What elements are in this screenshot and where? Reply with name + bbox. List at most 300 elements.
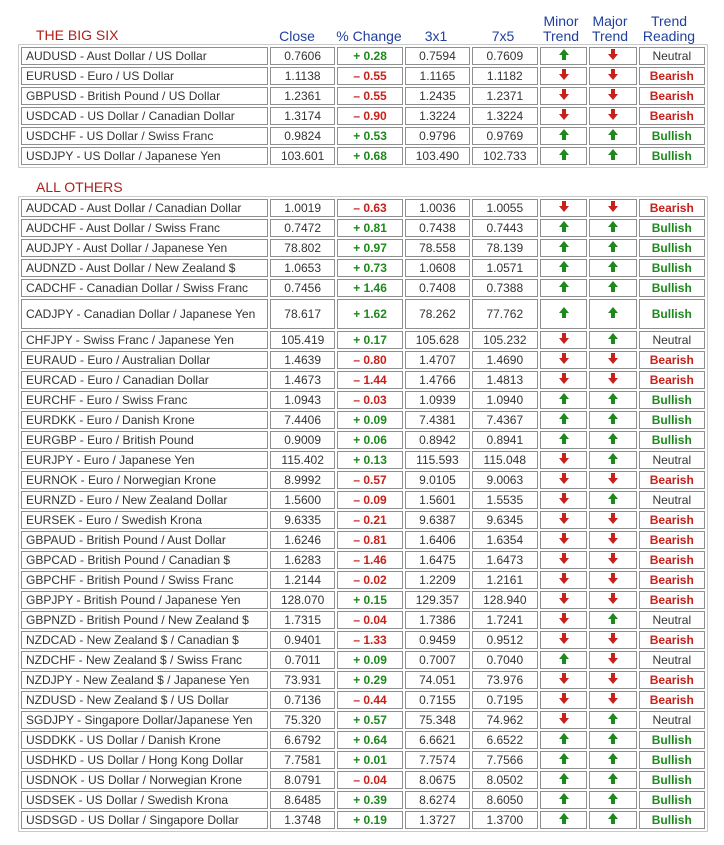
table-row bbox=[21, 107, 705, 125]
avg-3x1: 1.0608 bbox=[405, 259, 469, 277]
table-row bbox=[21, 67, 705, 85]
percent-change: – 0.21 bbox=[337, 511, 403, 529]
avg-3x1: 105.628 bbox=[405, 331, 469, 349]
minor-trend-cell bbox=[540, 431, 587, 449]
percent-change: + 0.53 bbox=[337, 127, 403, 145]
arrow-down-icon bbox=[559, 69, 569, 83]
arrow-down-icon bbox=[608, 69, 618, 83]
avg-7x5: 8.6050 bbox=[472, 791, 538, 809]
arrow-up-icon bbox=[559, 413, 569, 427]
arrow-down-icon bbox=[559, 633, 569, 647]
avg-7x5: 0.9769 bbox=[472, 127, 538, 145]
trend-reading: Bullish bbox=[639, 219, 705, 237]
trend-reading: Bearish bbox=[639, 571, 705, 589]
avg-7x5: 1.2371 bbox=[472, 87, 538, 105]
major-trend-cell bbox=[589, 351, 636, 369]
arrow-up-icon bbox=[608, 453, 618, 467]
trend-reading: Bearish bbox=[639, 551, 705, 569]
arrow-up-icon bbox=[559, 281, 569, 295]
pair-name: USDHKD - US Dollar / Hong Kong Dollar bbox=[21, 751, 268, 769]
big-six-table bbox=[18, 44, 708, 168]
major-trend-cell bbox=[589, 531, 636, 549]
percent-change: + 0.57 bbox=[337, 711, 403, 729]
avg-3x1: 1.2435 bbox=[405, 87, 469, 105]
major-trend-cell bbox=[589, 591, 636, 609]
percent-change: + 0.17 bbox=[337, 331, 403, 349]
percent-change: – 1.46 bbox=[337, 551, 403, 569]
arrow-down-icon bbox=[608, 89, 618, 103]
arrow-down-icon bbox=[559, 493, 569, 507]
arrow-up-icon bbox=[608, 129, 618, 143]
percent-change: + 1.46 bbox=[337, 279, 403, 297]
close-value: 0.9009 bbox=[270, 431, 334, 449]
major-trend-cell bbox=[589, 731, 636, 749]
table-row bbox=[21, 571, 705, 589]
major-trend-cell bbox=[589, 127, 636, 145]
avg-3x1: 0.7007 bbox=[405, 651, 469, 669]
avg-7x5: 0.7195 bbox=[472, 691, 538, 709]
trend-reading: Bullish bbox=[639, 771, 705, 789]
avg-3x1: 75.348 bbox=[405, 711, 469, 729]
table-row bbox=[21, 471, 705, 489]
table-row bbox=[21, 351, 705, 369]
close-value: 8.9992 bbox=[270, 471, 334, 489]
table-row bbox=[21, 87, 705, 105]
minor-trend-cell bbox=[540, 239, 587, 257]
pair-name: AUDNZD - Aust Dollar / New Zealand $ bbox=[21, 259, 268, 277]
arrow-up-icon bbox=[559, 49, 569, 63]
trend-reading: Bullish bbox=[639, 391, 705, 409]
avg-3x1: 1.4707 bbox=[405, 351, 469, 369]
percent-change: + 0.73 bbox=[337, 259, 403, 277]
avg-3x1: 6.6621 bbox=[405, 731, 469, 749]
avg-7x5: 78.139 bbox=[472, 239, 538, 257]
percent-change: – 0.44 bbox=[337, 691, 403, 709]
avg-7x5: 0.8941 bbox=[472, 431, 538, 449]
trend-reading: Bearish bbox=[639, 199, 705, 217]
pair-name: GBPAUD - British Pound / Aust Dollar bbox=[21, 531, 268, 549]
avg-7x5: 1.3700 bbox=[472, 811, 538, 829]
avg-7x5: 7.7566 bbox=[472, 751, 538, 769]
arrow-up-icon bbox=[559, 753, 569, 767]
arrow-up-icon bbox=[559, 307, 569, 321]
close-value: 1.7315 bbox=[270, 611, 334, 629]
pair-name: USDCAD - US Dollar / Canadian Dollar bbox=[21, 107, 268, 125]
pair-name: CADJPY - Canadian Dollar / Japanese Yen bbox=[21, 299, 268, 329]
avg-7x5: 1.1182 bbox=[472, 67, 538, 85]
arrow-down-icon bbox=[559, 373, 569, 387]
major-trend-cell bbox=[589, 791, 636, 809]
minor-trend-cell bbox=[540, 87, 587, 105]
arrow-down-icon bbox=[608, 373, 618, 387]
arrow-down-icon bbox=[559, 513, 569, 527]
arrow-down-icon bbox=[608, 353, 618, 367]
trend-reading: Bearish bbox=[639, 631, 705, 649]
arrow-down-icon bbox=[559, 573, 569, 587]
major-trend-cell bbox=[589, 511, 636, 529]
forex-trend-page bbox=[18, 10, 708, 832]
major-trend-cell bbox=[589, 147, 636, 165]
percent-change: – 0.55 bbox=[337, 67, 403, 85]
avg-7x5: 7.4367 bbox=[472, 411, 538, 429]
pair-name: GBPUSD - British Pound / US Dollar bbox=[21, 87, 268, 105]
minor-trend-cell bbox=[540, 731, 587, 749]
percent-change: – 0.57 bbox=[337, 471, 403, 489]
trend-reading: Bullish bbox=[639, 239, 705, 257]
trend-reading: Bullish bbox=[639, 147, 705, 165]
avg-3x1: 1.7386 bbox=[405, 611, 469, 629]
trend-reading: Bullish bbox=[639, 299, 705, 329]
trend-reading: Bearish bbox=[639, 371, 705, 389]
arrow-down-icon bbox=[559, 453, 569, 467]
avg-7x5: 1.3224 bbox=[472, 107, 538, 125]
minor-trend-cell bbox=[540, 531, 587, 549]
close-value: 1.2144 bbox=[270, 571, 334, 589]
avg-3x1: 0.7155 bbox=[405, 691, 469, 709]
table-row bbox=[21, 651, 705, 669]
percent-change: – 1.33 bbox=[337, 631, 403, 649]
avg-7x5: 73.976 bbox=[472, 671, 538, 689]
pair-name: GBPNZD - British Pound / New Zealand $ bbox=[21, 611, 268, 629]
avg-3x1: 9.0105 bbox=[405, 471, 469, 489]
major-trend-cell bbox=[589, 331, 636, 349]
trend-reading: Bearish bbox=[639, 691, 705, 709]
minor-trend-cell bbox=[540, 811, 587, 829]
avg-3x1: 78.558 bbox=[405, 239, 469, 257]
avg-3x1: 0.9459 bbox=[405, 631, 469, 649]
close-value: 1.0019 bbox=[270, 199, 334, 217]
minor-trend-cell bbox=[540, 611, 587, 629]
pair-name: EURSEK - Euro / Swedish Krona bbox=[21, 511, 268, 529]
avg-3x1: 7.7574 bbox=[405, 751, 469, 769]
pair-name: EURDKK - Euro / Danish Krone bbox=[21, 411, 268, 429]
percent-change: – 0.63 bbox=[337, 199, 403, 217]
percent-change: – 0.80 bbox=[337, 351, 403, 369]
avg-7x5: 1.4690 bbox=[472, 351, 538, 369]
table-row bbox=[21, 279, 705, 297]
table-row bbox=[21, 511, 705, 529]
major-trend-cell bbox=[589, 259, 636, 277]
arrow-up-icon bbox=[559, 813, 569, 827]
percent-change: + 0.28 bbox=[337, 47, 403, 65]
arrow-up-icon bbox=[608, 613, 618, 627]
avg-3x1: 7.4381 bbox=[405, 411, 469, 429]
avg-7x5: 0.7443 bbox=[472, 219, 538, 237]
arrow-down-icon bbox=[559, 553, 569, 567]
table-row bbox=[21, 711, 705, 729]
arrow-up-icon bbox=[559, 773, 569, 787]
pair-name: USDSEK - US Dollar / Swedish Krona bbox=[21, 791, 268, 809]
col-header-change: % Change bbox=[336, 28, 402, 44]
avg-3x1: 115.593 bbox=[405, 451, 469, 469]
pair-name: AUDCHF - Aust Dollar / Swiss Franc bbox=[21, 219, 268, 237]
minor-trend-cell bbox=[540, 491, 587, 509]
percent-change: + 0.06 bbox=[337, 431, 403, 449]
section-title-all-others: ALL OTHERS bbox=[36, 179, 123, 195]
arrow-down-icon bbox=[608, 653, 618, 667]
pair-name: EURAUD - Euro / Australian Dollar bbox=[21, 351, 268, 369]
percent-change: – 0.03 bbox=[337, 391, 403, 409]
arrow-down-icon bbox=[559, 533, 569, 547]
percent-change: + 0.29 bbox=[337, 671, 403, 689]
pair-name: GBPCHF - British Pound / Swiss Franc bbox=[21, 571, 268, 589]
table-row bbox=[21, 299, 705, 329]
close-value: 0.7136 bbox=[270, 691, 334, 709]
major-trend-cell bbox=[589, 771, 636, 789]
close-value: 1.0653 bbox=[270, 259, 334, 277]
avg-3x1: 9.6387 bbox=[405, 511, 469, 529]
close-value: 1.2361 bbox=[270, 87, 334, 105]
pair-name: AUDUSD - Aust Dollar / US Dollar bbox=[21, 47, 268, 65]
minor-trend-cell bbox=[540, 671, 587, 689]
avg-7x5: 0.7388 bbox=[472, 279, 538, 297]
major-trend-cell bbox=[589, 431, 636, 449]
close-value: 115.402 bbox=[270, 451, 334, 469]
avg-7x5: 128.940 bbox=[472, 591, 538, 609]
avg-3x1: 1.3727 bbox=[405, 811, 469, 829]
close-value: 0.9401 bbox=[270, 631, 334, 649]
arrow-down-icon bbox=[608, 513, 618, 527]
percent-change: – 0.81 bbox=[337, 531, 403, 549]
close-value: 78.617 bbox=[270, 299, 334, 329]
avg-3x1: 1.5601 bbox=[405, 491, 469, 509]
percent-change: + 0.64 bbox=[337, 731, 403, 749]
trend-reading: Bullish bbox=[639, 431, 705, 449]
major-trend-cell bbox=[589, 471, 636, 489]
avg-3x1: 1.6406 bbox=[405, 531, 469, 549]
table-row bbox=[21, 199, 705, 217]
avg-7x5: 1.6473 bbox=[472, 551, 538, 569]
close-value: 0.7472 bbox=[270, 219, 334, 237]
major-trend-cell bbox=[589, 371, 636, 389]
trend-reading: Neutral bbox=[639, 491, 705, 509]
pair-name: USDDKK - US Dollar / Danish Krone bbox=[21, 731, 268, 749]
pair-name: EURGBP - Euro / British Pound bbox=[21, 431, 268, 449]
trend-reading: Bearish bbox=[639, 107, 705, 125]
table-row bbox=[21, 47, 705, 65]
arrow-up-icon bbox=[608, 261, 618, 275]
major-trend-cell bbox=[589, 491, 636, 509]
avg-7x5: 1.0055 bbox=[472, 199, 538, 217]
avg-7x5: 1.4813 bbox=[472, 371, 538, 389]
arrow-down-icon bbox=[559, 693, 569, 707]
minor-trend-cell bbox=[540, 551, 587, 569]
minor-trend-cell bbox=[540, 411, 587, 429]
avg-7x5: 6.6522 bbox=[472, 731, 538, 749]
trend-reading: Neutral bbox=[639, 451, 705, 469]
trend-reading: Bearish bbox=[639, 471, 705, 489]
col-header-minor-trend: Minor Trend bbox=[542, 13, 580, 44]
avg-7x5: 1.0571 bbox=[472, 259, 538, 277]
avg-3x1: 1.0036 bbox=[405, 199, 469, 217]
minor-trend-cell bbox=[540, 511, 587, 529]
col-header-close: Close bbox=[279, 28, 315, 44]
arrow-down-icon bbox=[608, 201, 618, 215]
avg-3x1: 1.1165 bbox=[405, 67, 469, 85]
trend-reading: Bullish bbox=[639, 751, 705, 769]
arrow-down-icon bbox=[559, 593, 569, 607]
minor-trend-cell bbox=[540, 791, 587, 809]
arrow-up-icon bbox=[608, 813, 618, 827]
major-trend-cell bbox=[589, 391, 636, 409]
trend-reading: Bearish bbox=[639, 511, 705, 529]
arrow-down-icon bbox=[608, 593, 618, 607]
pair-name: USDNOK - US Dollar / Norwegian Krone bbox=[21, 771, 268, 789]
arrow-up-icon bbox=[608, 221, 618, 235]
arrow-up-icon bbox=[608, 241, 618, 255]
close-value: 0.7456 bbox=[270, 279, 334, 297]
table-row bbox=[21, 631, 705, 649]
table-row bbox=[21, 391, 705, 409]
trend-reading: Bearish bbox=[639, 531, 705, 549]
close-value: 1.3174 bbox=[270, 107, 334, 125]
percent-change: + 0.81 bbox=[337, 219, 403, 237]
avg-7x5: 74.962 bbox=[472, 711, 538, 729]
table-row bbox=[21, 431, 705, 449]
close-value: 73.931 bbox=[270, 671, 334, 689]
close-value: 1.5600 bbox=[270, 491, 334, 509]
minor-trend-cell bbox=[540, 147, 587, 165]
avg-3x1: 74.051 bbox=[405, 671, 469, 689]
avg-7x5: 105.232 bbox=[472, 331, 538, 349]
minor-trend-cell bbox=[540, 631, 587, 649]
pair-name: CADCHF - Canadian Dollar / Swiss Franc bbox=[21, 279, 268, 297]
pair-name: AUDCAD - Aust Dollar / Canadian Dollar bbox=[21, 199, 268, 217]
avg-7x5: 102.733 bbox=[472, 147, 538, 165]
table-row bbox=[21, 771, 705, 789]
all-others-table bbox=[18, 196, 708, 832]
close-value: 1.3748 bbox=[270, 811, 334, 829]
arrow-up-icon bbox=[559, 129, 569, 143]
major-trend-cell bbox=[589, 691, 636, 709]
avg-3x1: 0.7594 bbox=[405, 47, 469, 65]
col-header-3x1: 3x1 bbox=[424, 28, 448, 44]
minor-trend-cell bbox=[540, 127, 587, 145]
percent-change: – 1.44 bbox=[337, 371, 403, 389]
major-trend-cell bbox=[589, 751, 636, 769]
pair-name: EURCHF - Euro / Swiss Franc bbox=[21, 391, 268, 409]
arrow-up-icon bbox=[559, 261, 569, 275]
table-row bbox=[21, 411, 705, 429]
close-value: 7.7581 bbox=[270, 751, 334, 769]
avg-3x1: 8.6274 bbox=[405, 791, 469, 809]
arrow-down-icon bbox=[608, 553, 618, 567]
arrow-up-icon bbox=[559, 149, 569, 163]
close-value: 6.6792 bbox=[270, 731, 334, 749]
trend-reading: Neutral bbox=[639, 331, 705, 349]
major-trend-cell bbox=[589, 299, 636, 329]
arrow-up-icon bbox=[559, 433, 569, 447]
table-row bbox=[21, 331, 705, 349]
trend-reading: Bearish bbox=[639, 351, 705, 369]
arrow-up-icon bbox=[608, 773, 618, 787]
minor-trend-cell bbox=[540, 107, 587, 125]
percent-change: – 0.04 bbox=[337, 611, 403, 629]
close-value: 8.6485 bbox=[270, 791, 334, 809]
minor-trend-cell bbox=[540, 259, 587, 277]
close-value: 9.6335 bbox=[270, 511, 334, 529]
arrow-up-icon bbox=[559, 221, 569, 235]
arrow-up-icon bbox=[608, 733, 618, 747]
col-header-major-trend: Major Trend bbox=[591, 13, 629, 44]
avg-7x5: 1.7241 bbox=[472, 611, 538, 629]
minor-trend-cell bbox=[540, 371, 587, 389]
avg-7x5: 0.7609 bbox=[472, 47, 538, 65]
major-trend-cell bbox=[589, 631, 636, 649]
col-header-trend-reading: Trend Reading bbox=[642, 13, 696, 44]
minor-trend-cell bbox=[540, 331, 587, 349]
avg-3x1: 0.7438 bbox=[405, 219, 469, 237]
trend-reading: Neutral bbox=[639, 651, 705, 669]
percent-change: + 0.68 bbox=[337, 147, 403, 165]
table-row bbox=[21, 671, 705, 689]
avg-3x1: 8.0675 bbox=[405, 771, 469, 789]
arrow-down-icon bbox=[559, 673, 569, 687]
arrow-up-icon bbox=[608, 753, 618, 767]
pair-name: USDJPY - US Dollar / Japanese Yen bbox=[21, 147, 268, 165]
percent-change: + 0.09 bbox=[337, 411, 403, 429]
close-value: 0.7606 bbox=[270, 47, 334, 65]
avg-7x5: 1.5535 bbox=[472, 491, 538, 509]
close-value: 128.070 bbox=[270, 591, 334, 609]
table-row bbox=[21, 239, 705, 257]
major-trend-cell bbox=[589, 67, 636, 85]
percent-change: – 0.02 bbox=[337, 571, 403, 589]
percent-change: + 1.62 bbox=[337, 299, 403, 329]
major-trend-cell bbox=[589, 651, 636, 669]
percent-change: – 0.55 bbox=[337, 87, 403, 105]
minor-trend-cell bbox=[540, 451, 587, 469]
arrow-down-icon bbox=[608, 633, 618, 647]
col-header-7x5: 7x5 bbox=[491, 28, 515, 44]
close-value: 103.601 bbox=[270, 147, 334, 165]
arrow-down-icon bbox=[559, 201, 569, 215]
percent-change: – 0.04 bbox=[337, 771, 403, 789]
avg-7x5: 115.048 bbox=[472, 451, 538, 469]
minor-trend-cell bbox=[540, 351, 587, 369]
trend-reading: Bullish bbox=[639, 259, 705, 277]
close-value: 78.802 bbox=[270, 239, 334, 257]
minor-trend-cell bbox=[540, 691, 587, 709]
minor-trend-cell bbox=[540, 219, 587, 237]
arrow-down-icon bbox=[559, 109, 569, 123]
percent-change: + 0.13 bbox=[337, 451, 403, 469]
major-trend-cell bbox=[589, 711, 636, 729]
avg-7x5: 0.9512 bbox=[472, 631, 538, 649]
close-value: 0.9824 bbox=[270, 127, 334, 145]
major-trend-cell bbox=[589, 47, 636, 65]
minor-trend-cell bbox=[540, 279, 587, 297]
trend-reading: Neutral bbox=[639, 711, 705, 729]
arrow-up-icon bbox=[608, 281, 618, 295]
arrow-down-icon bbox=[608, 533, 618, 547]
major-trend-cell bbox=[589, 107, 636, 125]
major-trend-cell bbox=[589, 551, 636, 569]
minor-trend-cell bbox=[540, 391, 587, 409]
table-row bbox=[21, 491, 705, 509]
major-trend-cell bbox=[589, 87, 636, 105]
trend-reading: Neutral bbox=[639, 47, 705, 65]
close-value: 1.6246 bbox=[270, 531, 334, 549]
arrow-down-icon bbox=[559, 353, 569, 367]
avg-3x1: 0.9796 bbox=[405, 127, 469, 145]
table-row bbox=[21, 259, 705, 277]
arrow-down-icon bbox=[608, 573, 618, 587]
arrow-up-icon bbox=[559, 793, 569, 807]
minor-trend-cell bbox=[540, 299, 587, 329]
arrow-up-icon bbox=[559, 733, 569, 747]
avg-3x1: 129.357 bbox=[405, 591, 469, 609]
